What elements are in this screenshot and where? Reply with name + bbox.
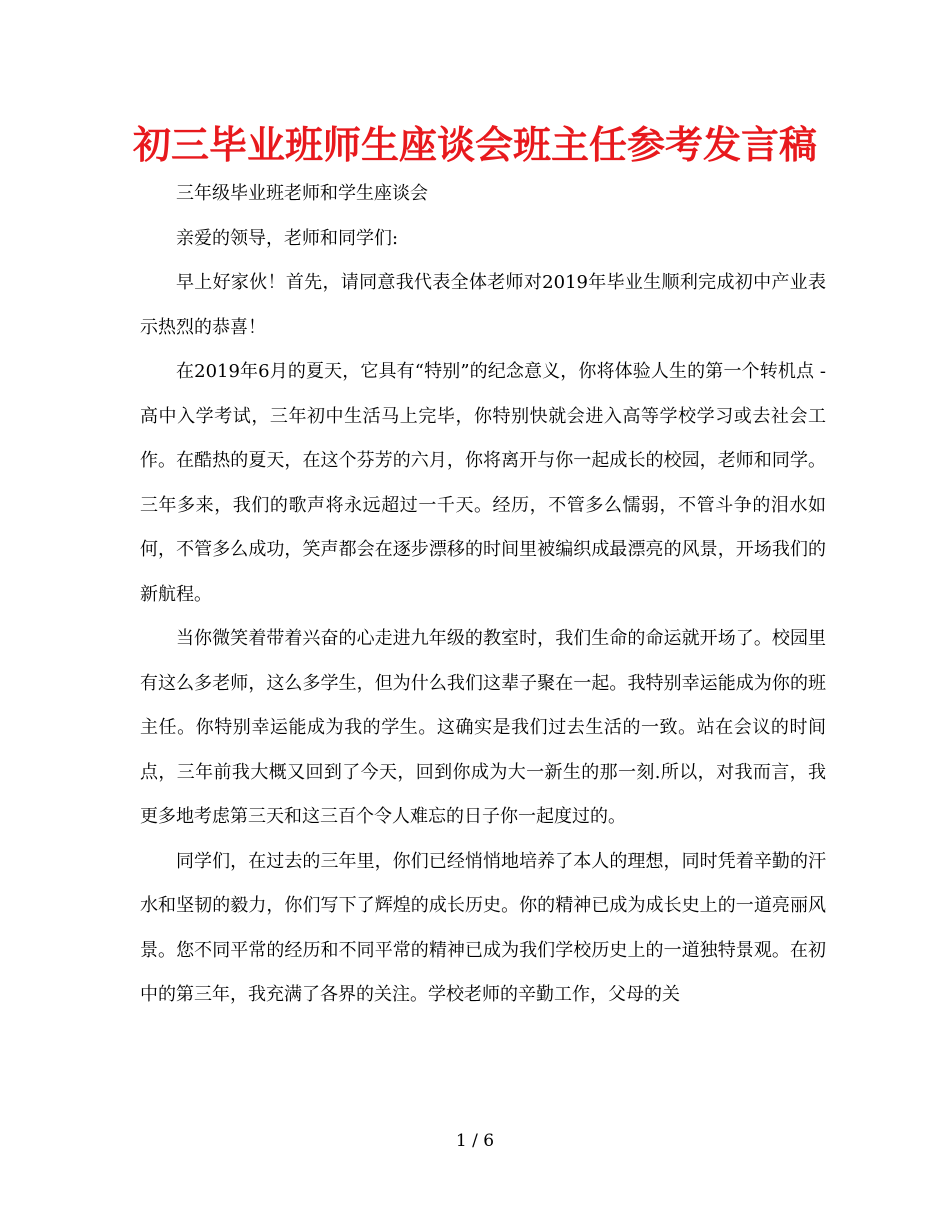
document-body [140,172,826,1018]
paragraph-subtitle: 三年级毕业班老师和学生座谈会 [176,183,428,204]
paragraph-classroom: 当你微笑着带着兴奋的心走进九年级的教室时，我们生命的命运就开场了。校园里有这么多老师，这么多学生，但为什么我们这辈子聚在一起。我特别幸运能成为你的班主任。你特别幸运能成为我的学生。这确实是我们过去生活的一致。站在会议的时间点，三年前我大概又回到了今天，回到你成为大一新生的那一刻.所以，对我而言，我更多地考虑第三天和这三百个令人难忘的日子你一起度过的。 [140,628,826,827]
paragraph-summer: 在2019年6月的夏天，它具有“特别”的纪念意义，你将体验人生的第一个转机点 - 高中入学考试，三年初中生活马上完毕，你特别快就会进入高等学校学习或去社会工作。在酷热的夏天，在这个芬芳的六月，你将离开与你一起成长的校园，老师和同学。三年多来，我们的歌声将永远超过一千天。经历，不管多么懦弱，不管斗争的泪水如何，不管多么成功，笑声都会在逐步漂移的时间里被编织成最漂亮的风景，开场我们的新航程。 [140,361,826,605]
document-title: 初三毕业班师生座谈会班主任参考发言稿 [132,123,817,167]
paragraph-greeting: 早上好家伙！首先，请同意我代表全体老师对2019年毕业生顺利完成初中产业表示热烈的恭喜！ [140,272,826,338]
paragraph-students: 同学们，在过去的三年里，你们已经悄悄地培养了本人的理想，同时凭着辛勤的汗水和坚韧的毅力，你们写下了辉煌的成长历史。你的精神已成为成长史上的一道亮丽风景。您不同平常的经历和不同平常的精神已成为我们学校历史上的一道独特景观。在初中的第三年，我充满了各界的关注。学校老师的辛勤工作，父母的关 [140,850,826,1005]
paragraph-salutation: 亲爱的领导，老师和同学们: [176,227,399,249]
page-indicator: 1 / 6 [455,1131,495,1151]
